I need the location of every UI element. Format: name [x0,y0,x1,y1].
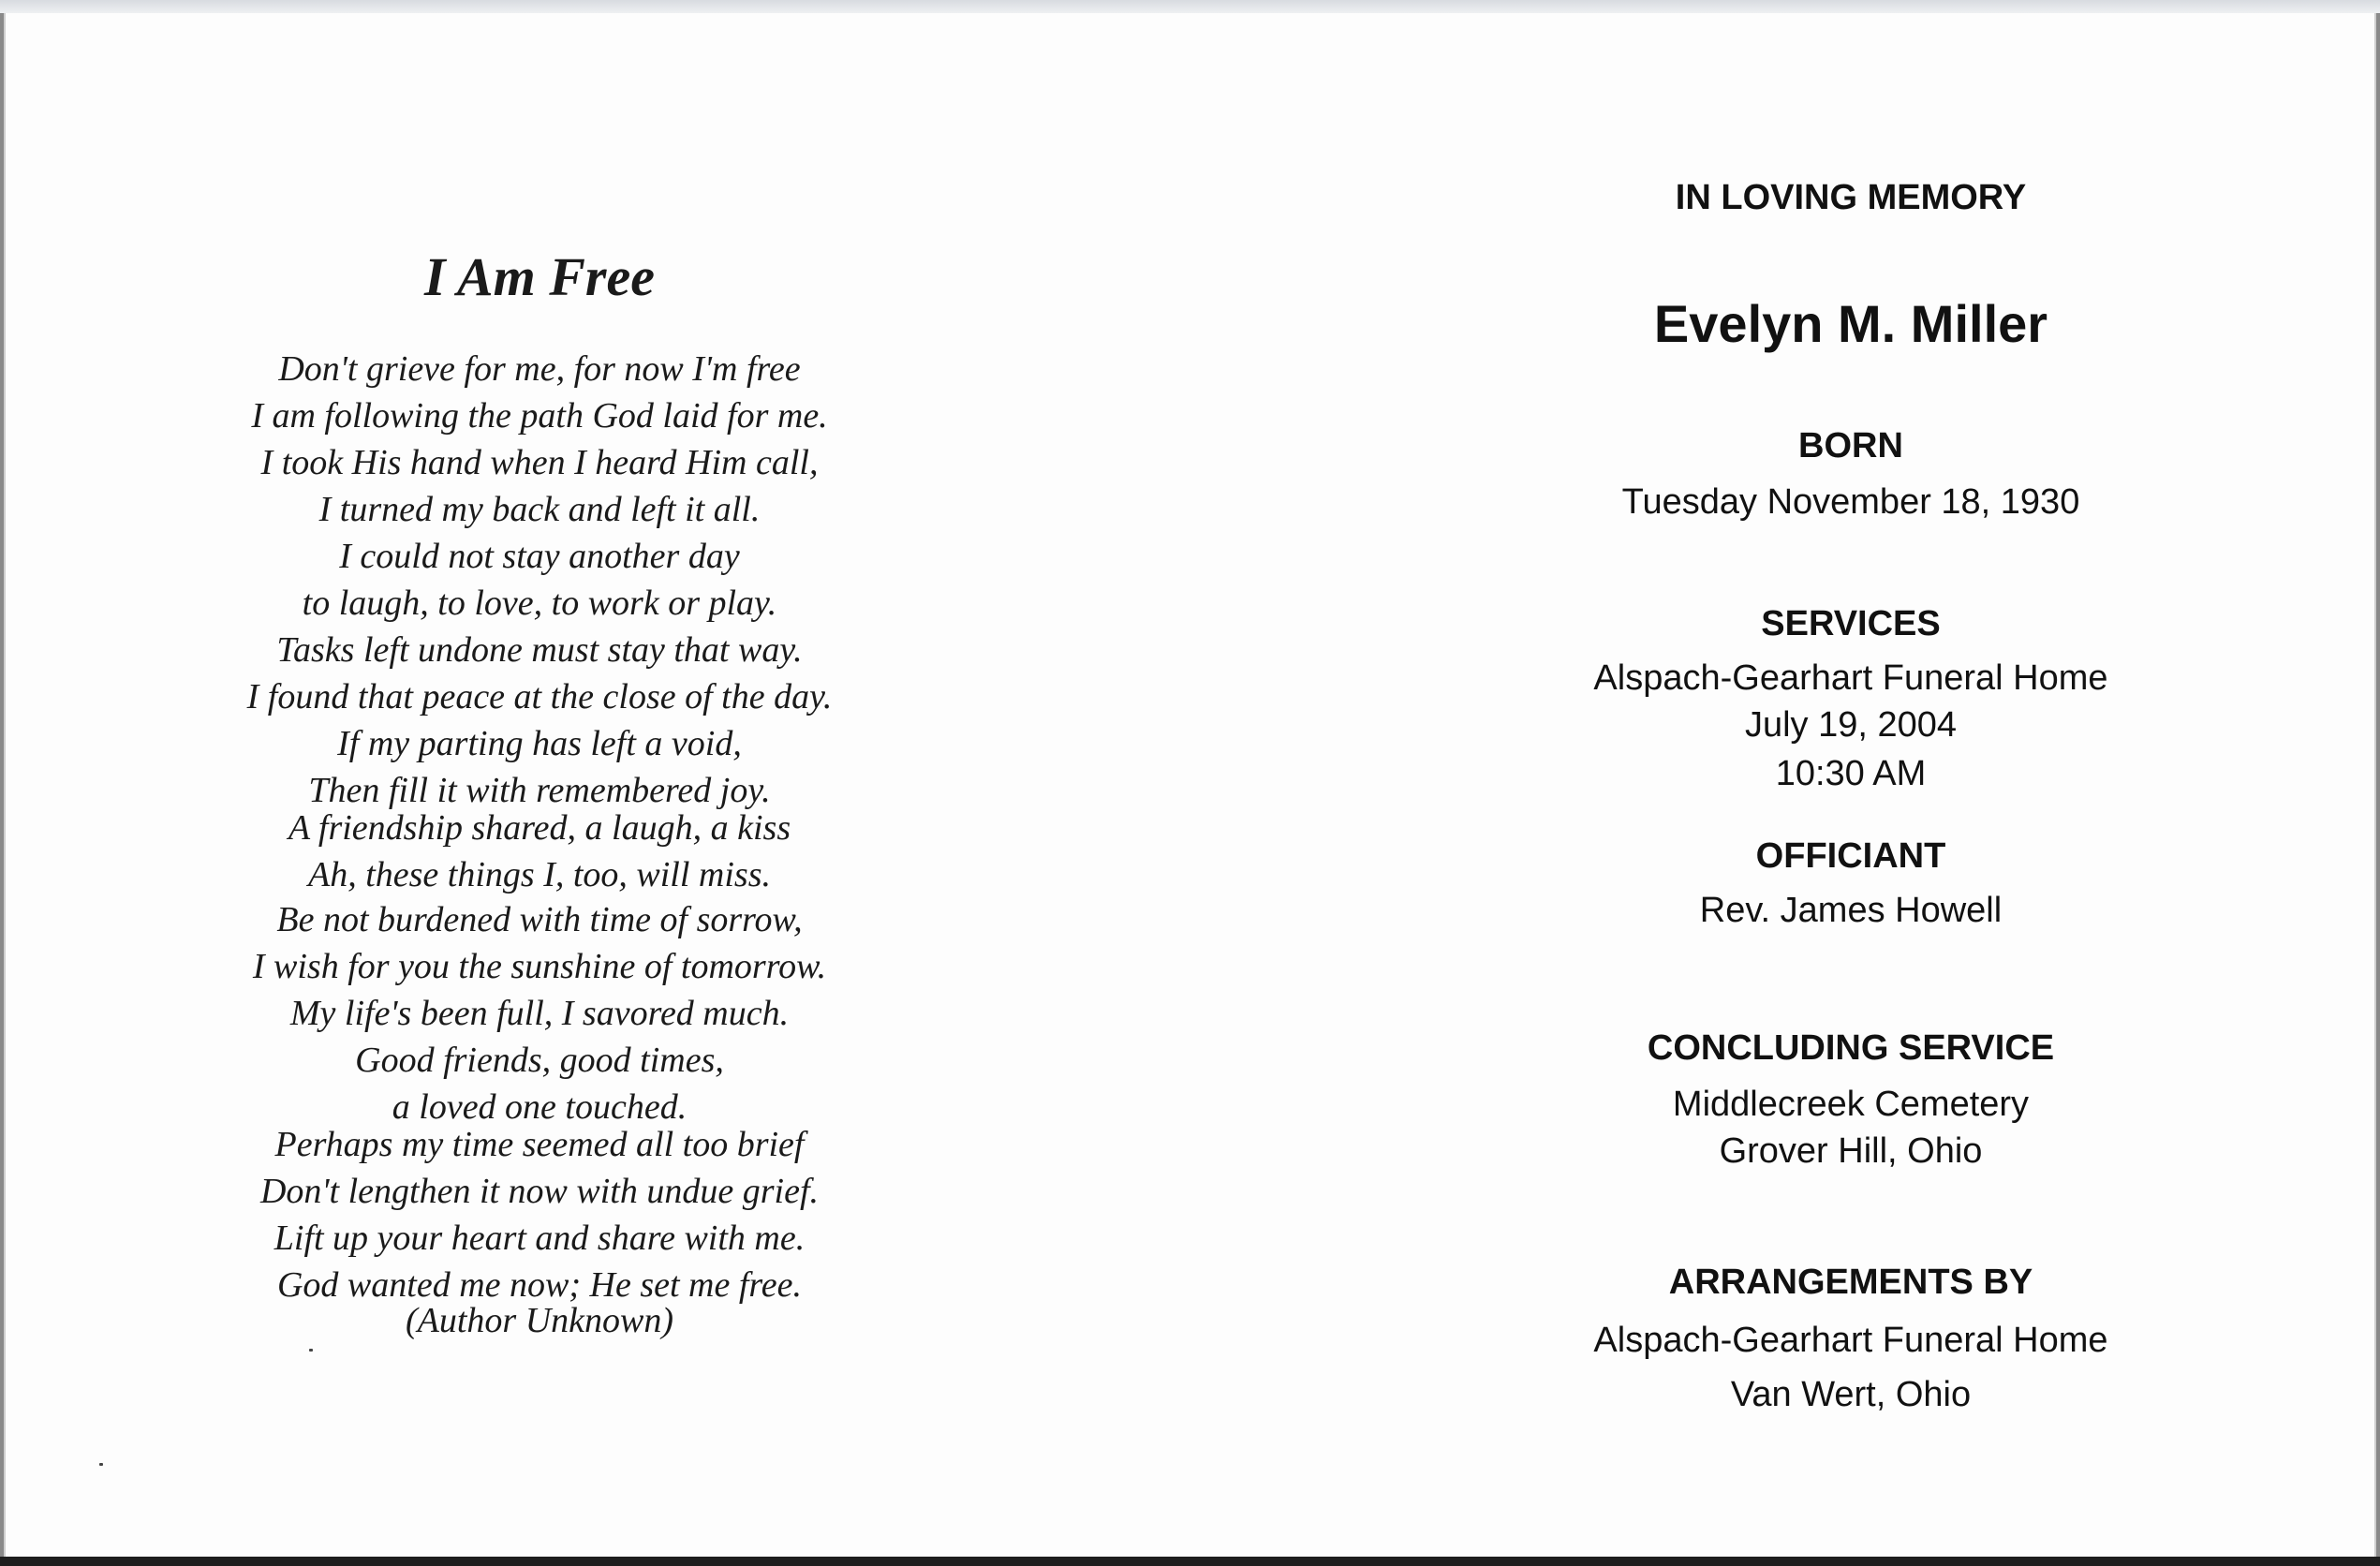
poem-line: Tasks left undone must stay that way. [276,630,803,670]
arrangements-city: Van Wert, Ohio [1730,1375,1972,1414]
scan-speck [99,1463,103,1466]
poem-line: (Author Unknown) [405,1301,674,1340]
poem-line: I found that peace at the close of the day. [246,677,833,717]
services-place: Alspach-Gearhart Funeral Home [1593,658,2108,698]
poem-line: a loved one touched. [392,1087,687,1127]
arrangements-heading: ARRANGEMENTS BY [1668,1263,2033,1302]
poem-line: I could not stay another day [339,537,740,576]
poem-line: Then fill it with remembered joy. [308,771,771,810]
services-heading: SERVICES [1761,604,1941,643]
poem-line: I am following the path God laid for me. [251,396,828,436]
deceased-name: Evelyn M. Miller [1653,294,2048,353]
poem-title: I Am Free [424,246,655,307]
poem-line: I turned my back and left it all. [318,490,761,529]
born-heading: BORN [1798,426,1903,465]
poem-line: Don't grieve for me, for now I'm free [278,349,801,389]
poem-line: My life's been full, I savored much. [289,994,790,1033]
concluding-place: Middlecreek Cemetery [1672,1085,2030,1124]
officiant-name: Rev. James Howell [1699,891,2003,930]
poem-line: God wanted me now; He set me free. [276,1265,803,1305]
poem-line: Ah, these things I, too, will miss. [308,855,771,894]
arrangements-place: Alspach-Gearhart Funeral Home [1593,1321,2108,1360]
in-loving-memory-heading: IN LOVING MEMORY [1675,178,2027,217]
scan-top-edge [0,0,2380,13]
concluding-city: Grover Hill, Ohio [1719,1131,1983,1171]
poem-line: Be not burdened with time of sorrow, [276,900,803,939]
poem-line: Perhaps my time seemed all too brief [274,1125,805,1164]
poem-line: Lift up your heart and share with me. [273,1219,806,1258]
services-time: 10:30 AM [1775,754,1927,793]
officiant-heading: OFFICIANT [1755,836,1946,876]
poem-line: I wish for you the sunshine of tomorrow. [252,947,827,986]
poem-line: Good friends, good times, [355,1041,724,1080]
poem-line: I took His hand when I heard Him call, [260,443,819,482]
poem-line: If my parting has left a void, [337,724,742,763]
born-date: Tuesday November 18, 1930 [1621,482,2080,522]
scan-speck [309,1349,313,1352]
concluding-service-heading: CONCLUDING SERVICE [1647,1028,2055,1068]
poem-line: A friendship shared, a laugh, a kiss [288,808,791,848]
memorial-card [4,13,2376,1557]
scan-bottom-edge [0,1557,2380,1566]
poem-line: to laugh, to love, to work or play. [302,584,777,623]
poem-line: Don't lengthen it now with undue grief. [259,1172,820,1211]
services-date: July 19, 2004 [1744,705,1958,745]
